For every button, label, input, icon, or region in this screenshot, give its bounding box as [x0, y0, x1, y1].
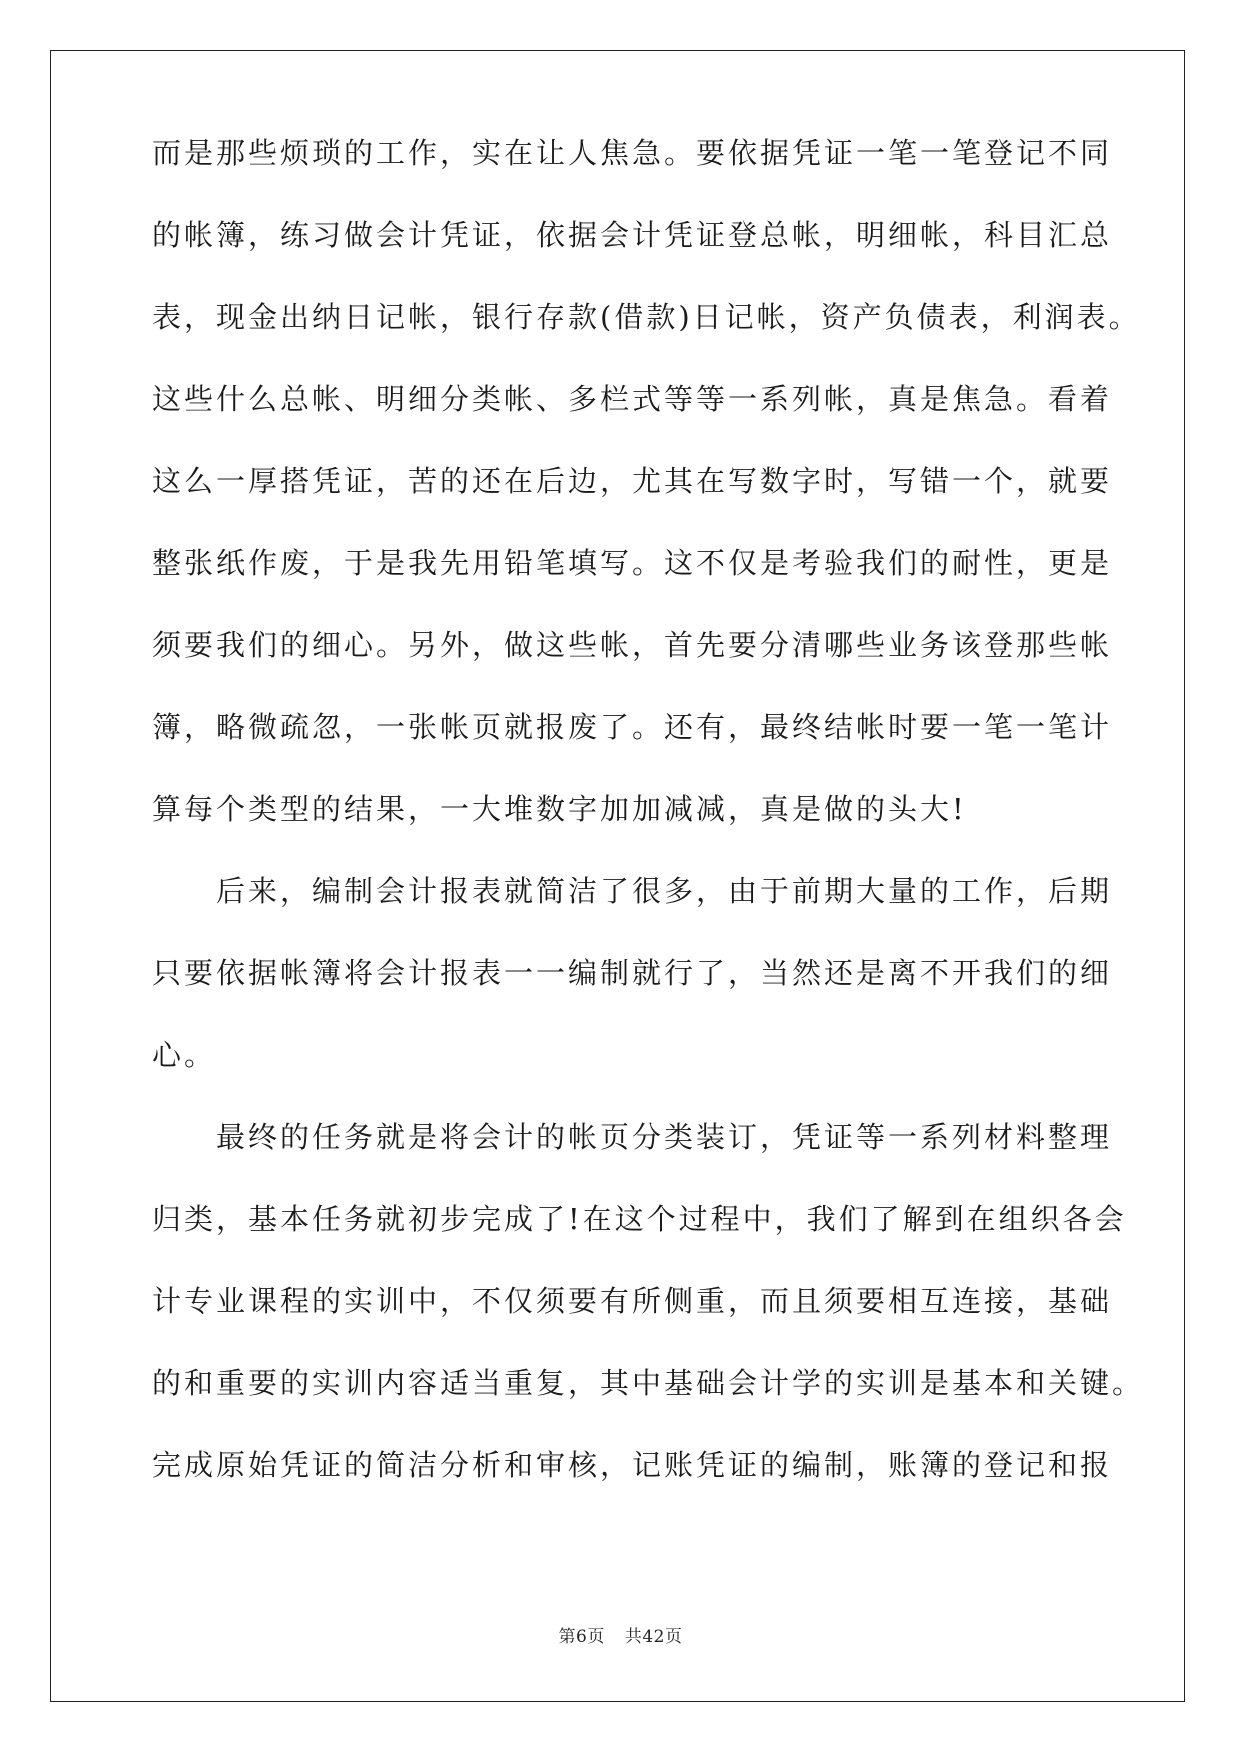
- text-line: 簿，略微疏忽，一张帐页就报废了。还有，最终结帐时要一笔一笔计: [152, 710, 1113, 744]
- text-line: 而是那些烦琐的工作，实在让人焦急。要依据凭证一笔一笔登记不同: [152, 136, 1113, 170]
- text-line: 算每个类型的结果，一大堆数字加加减减，真是做的头大!: [152, 792, 967, 826]
- text-line: 的帐簿，练习做会计凭证，依据会计凭证登总帐，明细帐，科目汇总: [152, 218, 1113, 252]
- page-footer: [0, 1622, 1241, 1647]
- text-line: 完成原始凭证的简洁分析和审核，记账凭证的编制，账簿的登记和报: [152, 1448, 1113, 1482]
- text-line: 这么一厚搭凭证，苦的还在后边，尤其在写数字时，写错一个，就要: [152, 464, 1113, 498]
- text-line: 须要我们的细心。另外，做这些帐，首先要分清哪些业务该登那些帐: [152, 628, 1113, 662]
- text-line: 归类，基本任务就初步完成了!在这个过程中，我们了解到在组织各会: [152, 1202, 1127, 1236]
- text-line: 只要依据帐簿将会计报表一一编制就行了，当然还是离不开我们的细: [152, 956, 1113, 990]
- text-line: 的和重要的实训内容适当重复，其中基础会计学的实训是基本和关键。: [152, 1366, 1145, 1400]
- page-total: 共42页: [624, 1627, 683, 1647]
- paragraph-start-line: 最终的任务就是将会计的帐页分类装订，凭证等一系列材料整理: [216, 1120, 1113, 1154]
- text-line: 计专业课程的实训中，不仅须要有所侧重，而且须要相互连接，基础: [152, 1284, 1113, 1318]
- text-line: 整张纸作废，于是我先用铅笔填写。这不仅是考验我们的耐性，更是: [152, 546, 1113, 580]
- text-line: 心。: [152, 1038, 217, 1072]
- paragraph-start-line: 后来，编制会计报表就简洁了很多，由于前期大量的工作，后期: [216, 874, 1113, 908]
- text-line: 这些什么总帐、明细分类帐、多栏式等等一系列帐，真是焦急。看着: [152, 382, 1113, 416]
- document-body: [152, 136, 1145, 1547]
- page-number: 第6页: [558, 1627, 605, 1647]
- text-line: 表，现金出纳日记帐，银行存款(借款)日记帐，资产负债表，利润表。: [152, 300, 1141, 334]
